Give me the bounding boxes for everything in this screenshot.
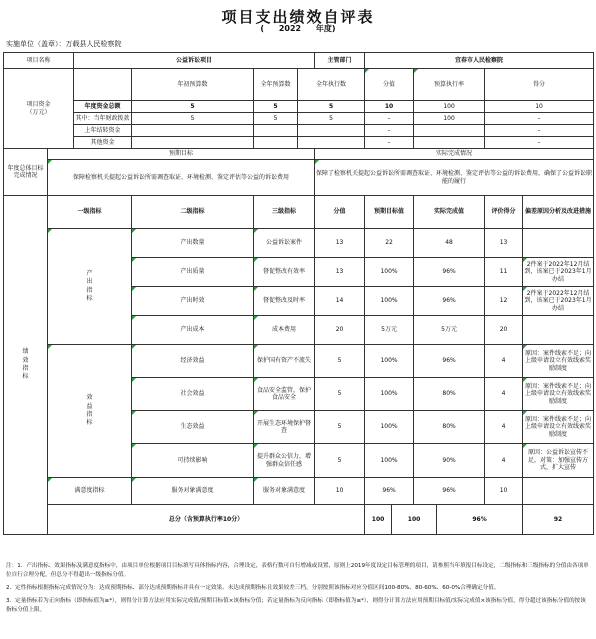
score-cell: 5: [315, 444, 365, 478]
subtitle-label: 年度): [315, 24, 336, 33]
l2-cell: 服务对象满意度: [132, 478, 254, 505]
funds-cell: –: [365, 125, 414, 137]
eval-cell: 11: [485, 258, 523, 287]
l2-cell: 产出质量: [132, 258, 254, 287]
score-cell: 5: [315, 345, 365, 378]
dept-value: 宜春市人民检察院: [365, 53, 594, 69]
score-cell: 20: [315, 316, 365, 345]
perf-header: 分值: [315, 196, 365, 229]
perf-row: [4, 478, 594, 505]
funds-cell: [254, 137, 298, 149]
eval-cell: 20: [485, 316, 523, 345]
reason-cell: 2件案于2022年12月结到，该案已于2023年1月办结: [523, 258, 594, 287]
total-eval: 92: [523, 505, 594, 535]
funds-cell: [298, 125, 365, 137]
funds-header: 得分: [485, 69, 594, 101]
funds-cell: 5: [298, 101, 365, 113]
eval-cell: 4: [485, 411, 523, 444]
perf-label: 绩效指标: [4, 196, 48, 535]
perf-header-row: [4, 196, 594, 229]
reason-cell: [523, 316, 594, 345]
funds-cell: 5: [254, 101, 298, 113]
funds-row: [4, 125, 594, 137]
subtitle-open: (: [260, 24, 265, 33]
project-name-row: [4, 53, 594, 69]
funds-row: [4, 101, 594, 113]
funds-cell: –: [365, 137, 414, 149]
eval-cell: 12: [485, 287, 523, 316]
funds-row: [4, 137, 594, 149]
reason-cell: [523, 478, 594, 505]
goal-header-row: [4, 149, 594, 160]
eval-cell: 4: [485, 444, 523, 478]
total-row: [4, 505, 594, 535]
actual-goal-text: 保障了检察机关提起公益诉讼所需调查取证、环境检测、鉴定评估等公益的诉讼费用，确保了公益诉讼职能的履行: [315, 160, 594, 196]
funds-cell: [298, 137, 365, 149]
target-cell: 5万元: [365, 316, 414, 345]
funds-row-name: 年度资金总额: [74, 101, 132, 113]
target-cell: 96%: [365, 478, 414, 505]
goal-label: 年度总体目标完成情况: [4, 149, 48, 196]
funds-row: [4, 113, 594, 125]
funds-cell: [132, 137, 254, 149]
funds-header: 年初预算数: [132, 69, 254, 101]
target-cell: 100%: [365, 411, 414, 444]
l3-cell: 公益诉讼案件: [254, 229, 315, 258]
target-cell: 22: [365, 229, 414, 258]
funds-cell: [414, 137, 485, 149]
l2-cell: 生态效益: [132, 411, 254, 444]
actual-cell: 96%: [414, 287, 485, 316]
funds-cell: 10: [365, 101, 414, 113]
funds-cell: –: [485, 113, 594, 125]
funds-cell: 5: [132, 101, 254, 113]
funds-cell: 100: [414, 101, 485, 113]
perf-header: 三级指标: [254, 196, 315, 229]
total-actual: 96%: [437, 505, 523, 535]
l2-cell: 产出数量: [132, 229, 254, 258]
page-subtitle: [0, 23, 596, 34]
funds-cell: 5: [298, 113, 365, 125]
target-cell: 100%: [365, 258, 414, 287]
group-name: 产出指标: [48, 229, 132, 345]
actual-cell: 80%: [414, 378, 485, 411]
note-item: 注：1．产出指标、效果指标及满意度指标中，由项目单位根据项目目标填写具体指标内容，合理设定，表格行数可自行增减或设置，原则上2019年度设定目标管理的项目，请参照当年填报目标设定，二级指标和三级指标的分值由各项单位自行合理分配，但总分不得超出一级指标分值。: [6, 563, 589, 578]
l3-cell: 开展生态环境保护督查: [254, 411, 315, 444]
group-name: 满意度指标: [48, 478, 132, 505]
notes: [6, 562, 590, 619]
perf-header: 二级指标: [132, 196, 254, 229]
score-cell: 14: [315, 287, 365, 316]
reason-cell: 原因：案件线索不足；向上级申请设立有效线索奖励制度: [523, 411, 594, 444]
evaluation-table: [3, 52, 594, 535]
total-label: 总分（含预算执行率10分）: [48, 505, 365, 535]
l2-cell: 社会效益: [132, 378, 254, 411]
funds-label: 项目资金 （万元）: [4, 69, 74, 149]
funds-header: 预算执行率: [414, 69, 485, 101]
perf-header: 实际完成值: [414, 196, 485, 229]
l2-cell: 产出时效: [132, 287, 254, 316]
funds-header-row: [4, 69, 594, 101]
score-cell: 10: [315, 478, 365, 505]
score-cell: 13: [315, 229, 365, 258]
l2-cell: 可持续影响: [132, 444, 254, 478]
l3-cell: 督促整改有效率: [254, 258, 315, 287]
page-title: 项目支出绩效自评表: [221, 8, 375, 26]
actual-cell: 96%: [414, 258, 485, 287]
note-item: 3．定量指标若为正向指标（即指标值为≥*），则得分计算方法应用实际完成值/预期目标值×该指标分值；若定量指标为反向指标（即指标值为≤*），则得分计算方法应用预期目标值/实际完成值×该指标分值，得分超过该指标分值的按该指标分值上限。: [6, 597, 586, 613]
l3-cell: 提升群众公信力，增强群众信任感: [254, 444, 315, 478]
funds-header: 全年执行数: [298, 69, 365, 101]
funds-header: 全年预算数: [254, 69, 298, 101]
funds-cell: 100: [414, 113, 485, 125]
group-name: 效益指标: [48, 345, 132, 478]
funds-row-name: 上年结转资金: [74, 125, 132, 137]
l3-cell: 成本费用: [254, 316, 315, 345]
funds-cell: [254, 125, 298, 137]
reason-cell: [523, 229, 594, 258]
eval-cell: 13: [485, 229, 523, 258]
funds-header: 分值: [365, 69, 414, 101]
dept-label: 主管部门: [315, 53, 365, 69]
funds-row-name: 其他资金: [74, 137, 132, 149]
score-cell: 13: [315, 258, 365, 287]
goal-row: [4, 160, 594, 196]
actual-cell: 90%: [414, 444, 485, 478]
total-score: 100: [365, 505, 392, 535]
score-cell: 5: [315, 411, 365, 444]
l3-cell: 督促整改及时率: [254, 287, 315, 316]
actual-cell: 80%: [414, 411, 485, 444]
actual-cell: 96%: [414, 345, 485, 378]
actual-cell: 48: [414, 229, 485, 258]
funds-cell: –: [365, 113, 414, 125]
implementing-unit: 实施单位（盖章）：万载县人民检察院: [6, 40, 122, 48]
target-cell: 100%: [365, 345, 414, 378]
total-target: 100: [392, 505, 437, 535]
reason-cell: 原因：公益诉讼宣传不足，对策：加强宣传方式，扩大宣传: [523, 444, 594, 478]
reason-cell: 原因：案件线索不足；向上级申请设立有效线索奖励制度: [523, 345, 594, 378]
score-cell: 5: [315, 378, 365, 411]
eval-cell: 10: [485, 478, 523, 505]
actual-cell: 96%: [414, 478, 485, 505]
eval-cell: 4: [485, 378, 523, 411]
l3-cell: 食品安全监管，保护食品安全: [254, 378, 315, 411]
perf-header: 一级指标: [48, 196, 132, 229]
funds-cell: 5: [132, 113, 254, 125]
eval-cell: 4: [485, 345, 523, 378]
expected-goal-text: 保障检察机关提起公益诉讼所需调查取证、环境检测、鉴定评估等公益的诉讼费用: [48, 160, 315, 196]
note-item: 2．定性指标根据指标完成情况分为：达成预期指标、部分达成预期指标并具有一定效果、未达成预期指标且效果较差三档，分别按照该指标对应分值区间100-80%、80-60%、60-0%合理确定分值。: [6, 584, 500, 591]
funds-row-name: 其中：当年财政拨款: [74, 113, 132, 125]
reason-cell: 原因：案件线索不足；向上级申请设立有效线索奖励制度: [523, 378, 594, 411]
perf-row: [4, 229, 594, 258]
perf-header: 预期目标值: [365, 196, 414, 229]
l3-cell: 保护国有资产不流失: [254, 345, 315, 378]
funds-cell: –: [485, 125, 594, 137]
subtitle-year: 2022: [278, 24, 302, 33]
perf-row: [4, 345, 594, 378]
l2-cell: 经济效益: [132, 345, 254, 378]
l3-cell: 服务对象满意度: [254, 478, 315, 505]
funds-cell: 10: [485, 101, 594, 113]
l2-cell: 产出成本: [132, 316, 254, 345]
funds-cell: –: [485, 137, 594, 149]
target-cell: 100%: [365, 444, 414, 478]
target-cell: 100%: [365, 378, 414, 411]
funds-cell: 5: [254, 113, 298, 125]
perf-header: 偏差原因分析及改进措施: [523, 196, 594, 229]
actual-cell: 5万元: [414, 316, 485, 345]
project-name-value: 公益诉讼项目: [74, 53, 315, 69]
expected-goal-label: 预期目标: [48, 149, 315, 160]
target-cell: 100%: [365, 287, 414, 316]
perf-header: 评价得分: [485, 196, 523, 229]
actual-goal-label: 实际完成情况: [315, 149, 594, 160]
funds-cell: [132, 125, 254, 137]
reason-cell: 2件案于2022年12月结到，该案已于2023年1月办结: [523, 287, 594, 316]
project-name-label: 项目名称: [4, 53, 74, 69]
funds-cell: [414, 125, 485, 137]
